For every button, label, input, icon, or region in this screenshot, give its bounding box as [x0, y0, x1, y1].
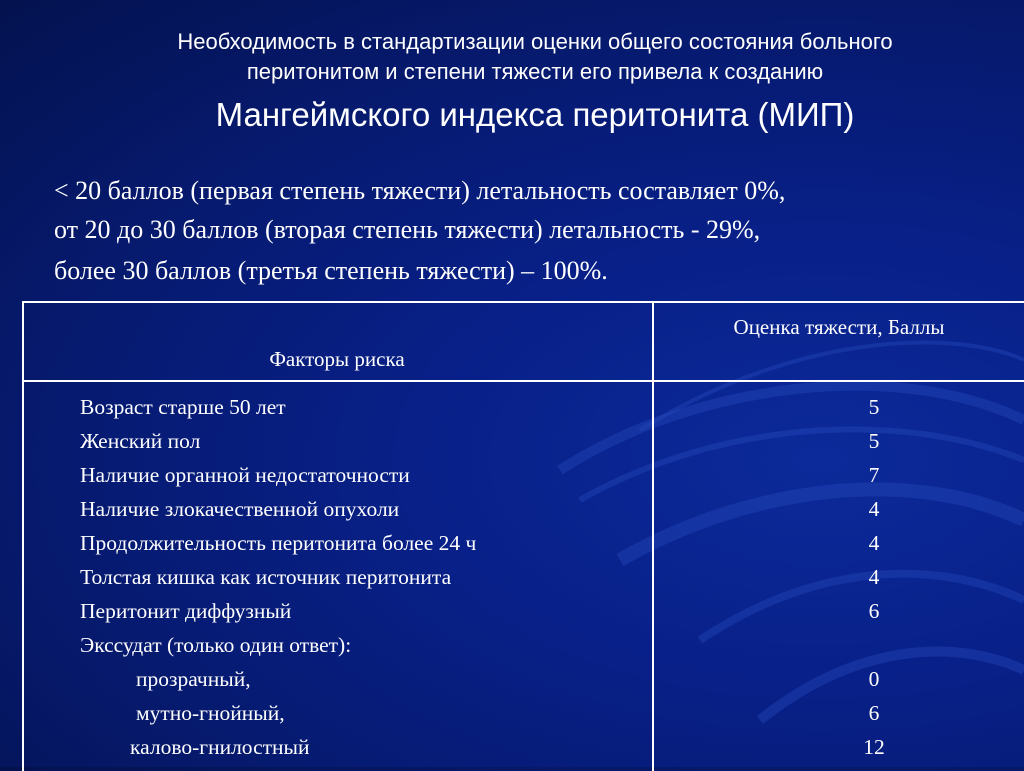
header-severity-score: Оценка тяжести, Баллы — [733, 315, 945, 339]
header-risk-factors: Факторы риска — [269, 347, 405, 371]
row-score: 6 — [868, 599, 880, 623]
table-row — [22, 663, 1024, 697]
row-score: 12 — [863, 735, 885, 759]
table-row — [22, 527, 1024, 561]
row-label: прозрачный, — [136, 667, 251, 691]
table-top-border — [22, 301, 1024, 303]
row-score: 4 — [868, 531, 880, 555]
table-header-border — [22, 380, 1024, 382]
row-label: мутно-гнойный, — [136, 701, 285, 725]
title-line-3: Мангеймского индекса перитонита (МИП) — [215, 96, 855, 133]
summary-line-3: более 30 баллов (третья степень тяжести) – 100%. — [54, 256, 608, 285]
table-row — [22, 731, 1024, 765]
row-label: Наличие злокачественной опухоли — [80, 497, 400, 521]
table-row — [22, 629, 1024, 663]
table-row — [22, 697, 1024, 731]
risk-factors-table — [22, 301, 1024, 771]
title-line-1: Необходимость в стандартизации оценки общего состояния больного — [177, 29, 893, 54]
row-label: Женский пол — [80, 429, 201, 453]
row-label: Экссудат (только один ответ): — [80, 633, 352, 657]
row-label: Перитонит диффузный — [80, 599, 292, 623]
row-score: 7 — [868, 463, 880, 487]
row-label: Продолжительность перитонита более 24 ч — [80, 531, 477, 555]
summary-line-2: от 20 до 30 баллов (вторая степень тяжести) летальность - 29%, — [54, 215, 761, 244]
summary-line-1: < 20 баллов (первая степень тяжести) летальность составляет 0%, — [54, 176, 786, 205]
table-row — [22, 493, 1024, 527]
title-line-2: перитонитом и степени тяжести его привела к созданию — [246, 59, 824, 84]
table-row — [22, 391, 1024, 425]
row-label: Толстая кишка как источник перитонита — [80, 565, 452, 589]
row-score: 4 — [868, 497, 880, 521]
table-row — [22, 459, 1024, 493]
table-row — [22, 561, 1024, 595]
table-row — [22, 595, 1024, 629]
table-body — [22, 391, 1024, 765]
row-label: Возраст старше 50 лет — [80, 395, 286, 419]
row-score: 6 — [868, 701, 880, 725]
row-score: 0 — [868, 667, 880, 691]
row-label: калово-гнилостный — [130, 735, 310, 759]
row-score: 5 — [868, 429, 880, 453]
row-label: Наличие органной недостаточности — [80, 463, 410, 487]
row-score: 4 — [868, 565, 880, 589]
row-score: 5 — [868, 395, 880, 419]
table-row — [22, 425, 1024, 459]
